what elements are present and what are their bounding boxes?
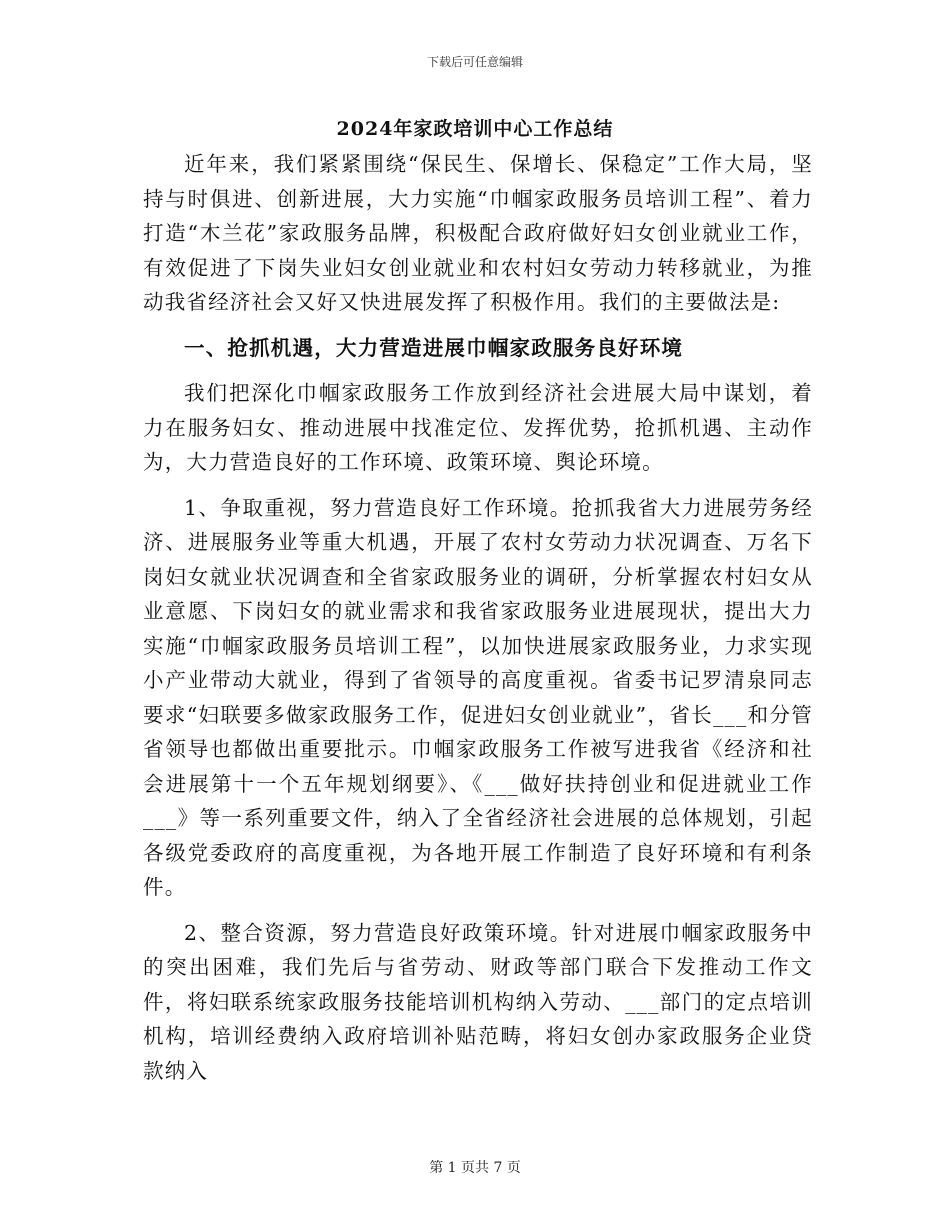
document-title: 2024年家政培训中心工作总结 xyxy=(336,118,614,140)
document-body xyxy=(143,147,813,1088)
paragraph-section-1-intro: 我们把深化巾帼家政服务工作放到经济社会进展大局中谋划，着力在服务妇女、推动进展中找准定位、发挥优势，抢抓机遇、主动作为，大力营造良好的工作环境、政策环境、舆论环境。 xyxy=(143,381,813,474)
section-heading-1: 一、抢抓机遇，大力营造进展巾帼家政服务良好环境 xyxy=(184,335,684,360)
page-header-note: 下载后可任意编辑 xyxy=(426,55,523,69)
paragraph-point-1: 1、争取重视，努力营造良好工作环境。抢抓我省大力进展劳务经济、进展服务业等重大机遇，开展了农村女劳动力状况调查、万名下岗妇女就业状况调查和全省家政服务业的调研，分析掌握农村妇女从业意愿、下岗妇女的就业需求和我省家政服务业进展现状，提出大力实施“巾帼家政服务员培训工程”，以加快进展家政服务业，力求实现小产业带动大就业，得到了省领导的高度重视。省委书记罗清泉同志要求“妇联要多做家政服务工作，促进妇女创业就业”，省长___和分管省领导也都做出重要批示。巾帼家政服务工作被写进我省《经济和社会进展第十一个五年规划纲要》、《___做好扶持创业和促进就业工作___》等一系列重要文件，纳入了全省经济社会进展的总体规划，引起各级党委政府的高度重视，为各地开展工作制造了良好环境和有利条件。 xyxy=(143,495,813,899)
page-number: 第 1 页共 7 页 xyxy=(429,1160,521,1176)
paragraph-point-2: 2、整合资源，努力营造良好政策环境。针对进展巾帼家政服务中的突出困难，我们先后与省劳动、财政等部门联合下发推动工作文件，将妇联系统家政服务技能培训机构纳入劳动、___部门的定点培训机构，培训经费纳入政府培训补贴范畴，将妇女创办家政服务企业贷款纳入 xyxy=(143,920,813,1083)
paragraph-intro: 近年来，我们紧紧围绕“保民生、保增长、保稳定”工作大局，坚持与时俱进、创新进展，大力实施“巾帼家政服务员培训工程”、着力打造“木兰花”家政服务品牌，积极配合政府做好妇女创业就业工作，有效促进了下岗失业妇女创业就业和农村妇女劳动力转移就业，为推动我省经济社会又好又快进展发挥了积极作用。我们的主要做法是: xyxy=(143,152,813,314)
